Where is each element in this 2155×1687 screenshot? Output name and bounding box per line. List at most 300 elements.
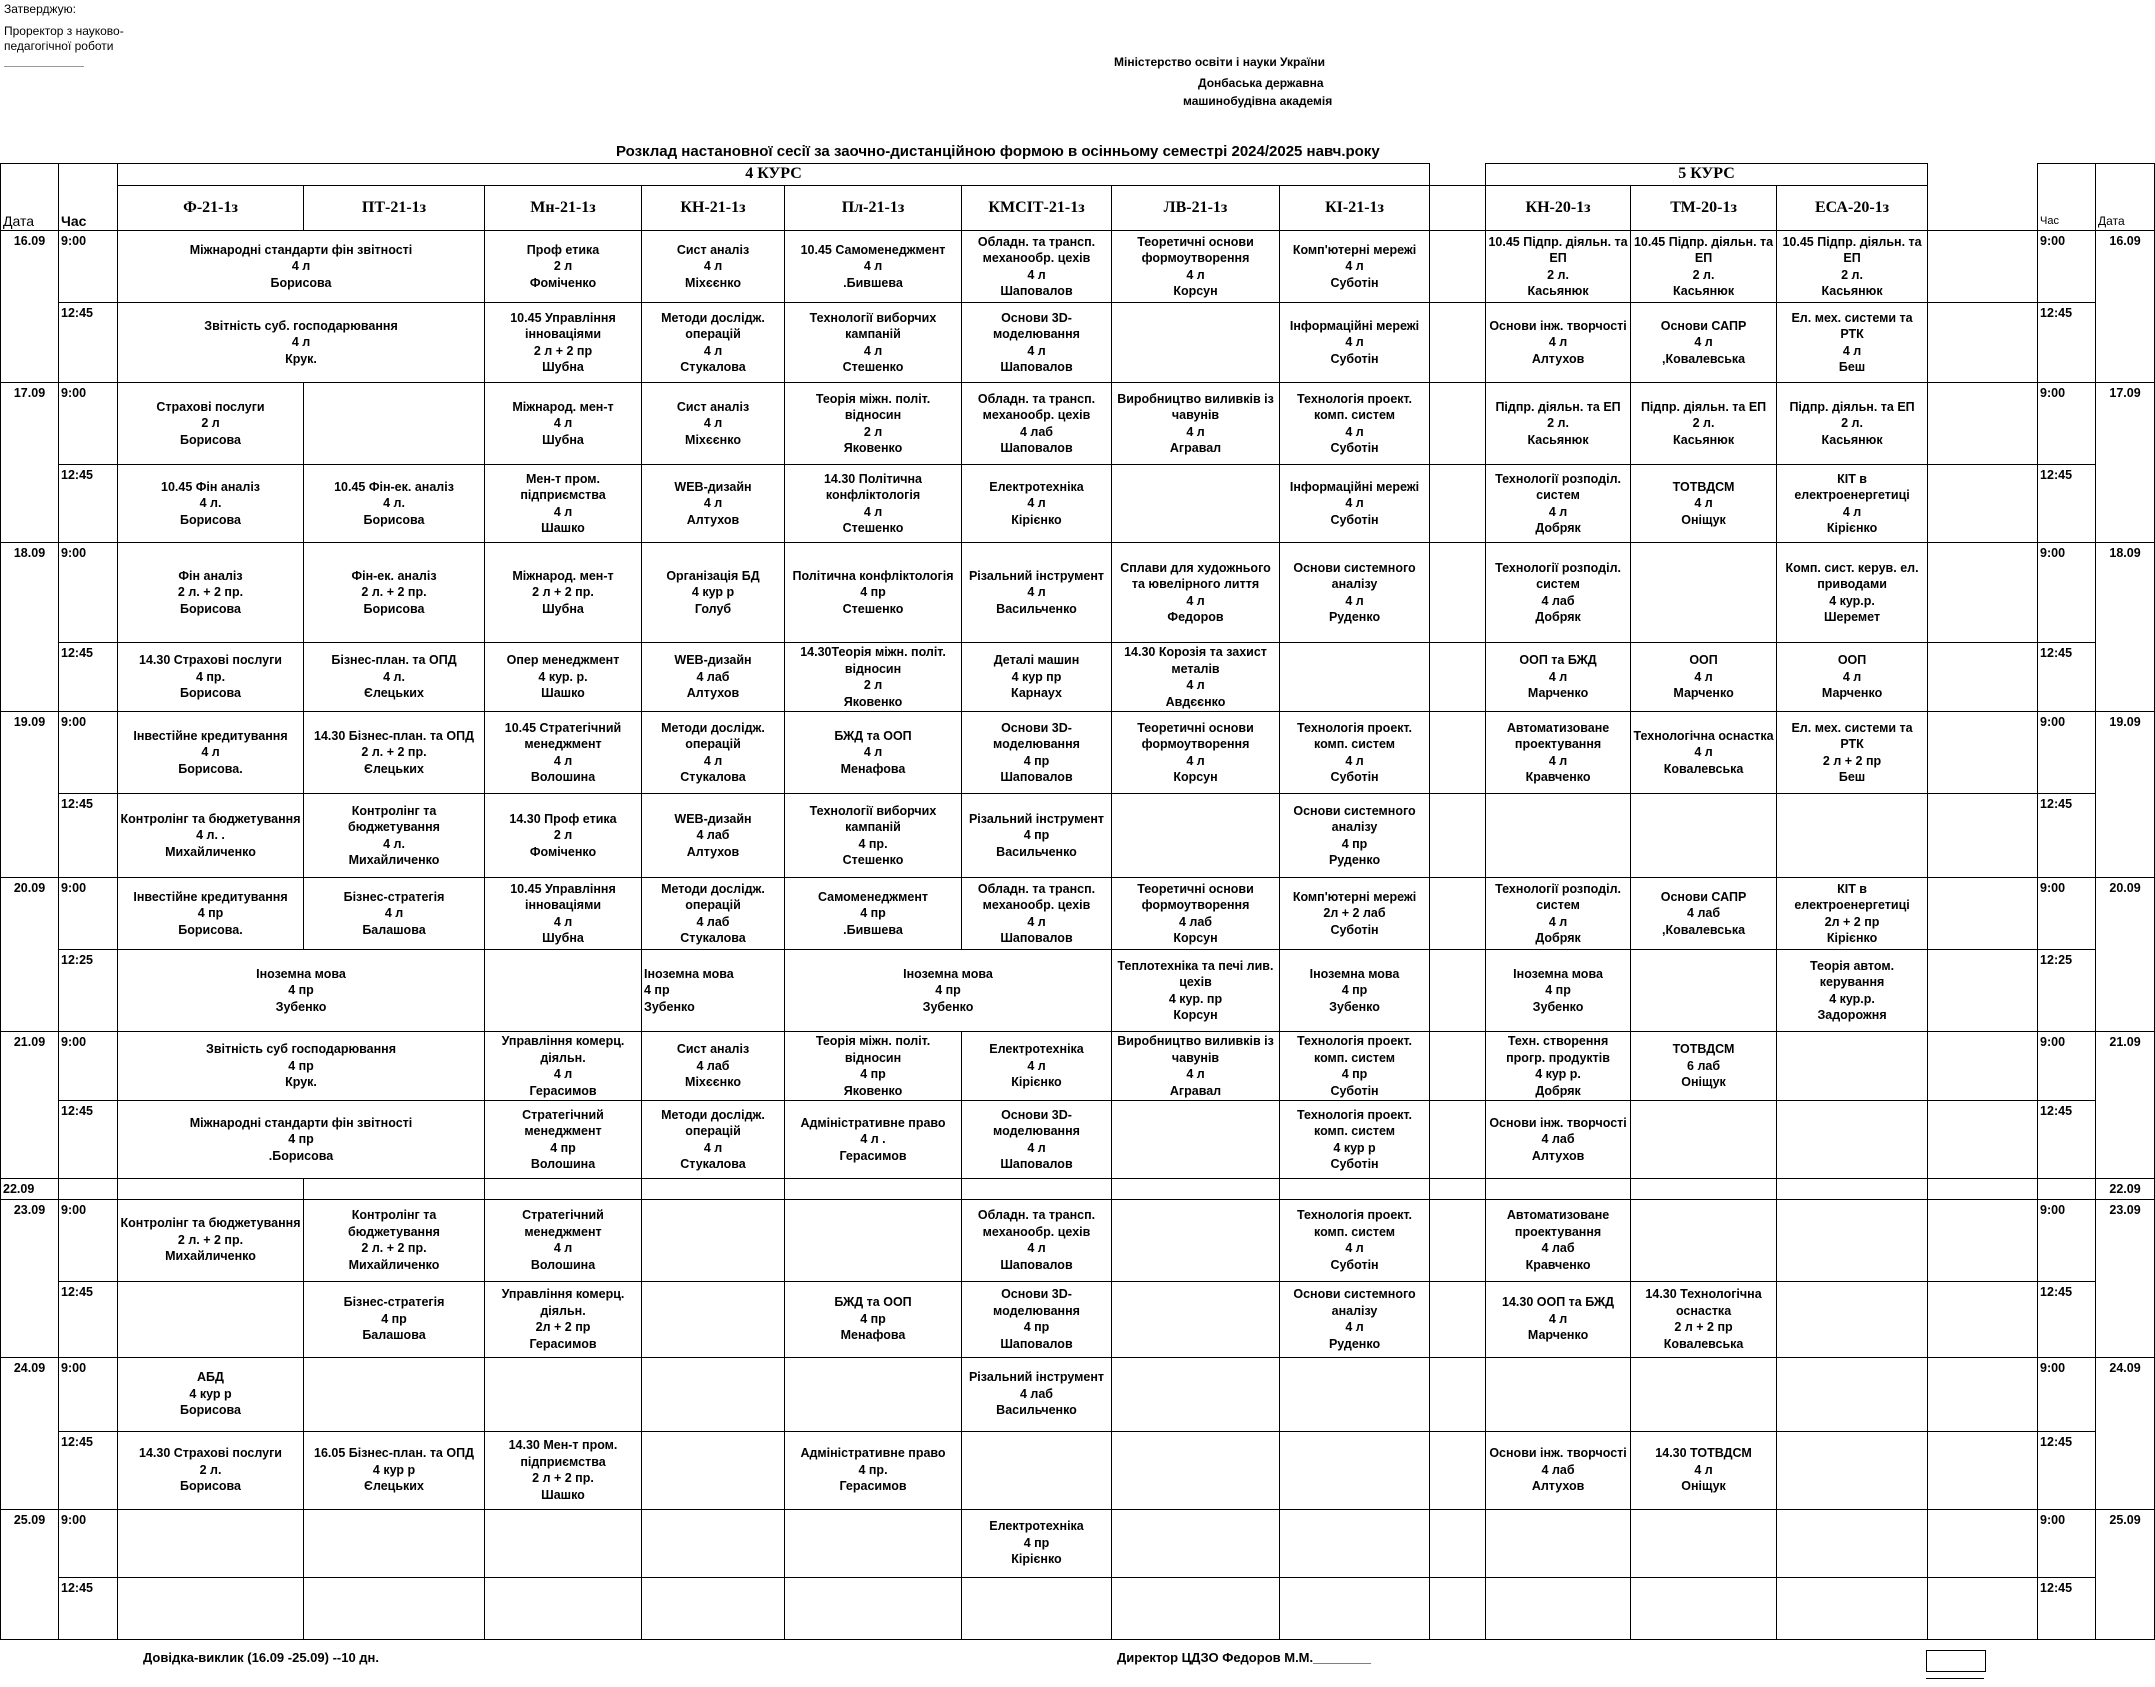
empty-cell [1928,383,2038,465]
group-header: Ф-21-1з [118,186,304,231]
lesson-cell: Різальний інструмент 4 лаб Васильченко [962,1357,1112,1431]
course-gap-right [1928,164,2038,186]
time-cell: 12:45 [59,303,118,383]
approve-label: Затверджую: [4,2,76,16]
lesson-cell: Фін-ек. аналіз 2 л. + 2 пр. Борисова [304,543,485,643]
empty-cell [1928,1199,2038,1281]
lesson-cell: Техн. створення прогр. продуктів 4 кур р. Добряк [1486,1032,1631,1101]
time-cell-right: 12:45 [2038,1281,2096,1357]
empty-cell [1928,465,2038,543]
lesson-cell: ООП та БЖД 4 л Марченко [1486,643,1631,712]
lesson-cell: Виробництво виливків із чавунів 4 л Агравал [1112,1032,1280,1101]
lesson-cell: 10.45 Підпр. діяльн. та ЕП 2 л. Касьянюк [1777,231,1928,303]
date-cell-right: 20.09 [2096,878,2155,1032]
group-header: КМСІТ-21-1з [962,186,1112,231]
lesson-cell: Обладн. та трансп. механообр. цехів 4 л Шаповалов [962,231,1112,303]
empty-cell [1430,1577,1486,1639]
empty-cell [1112,1577,1280,1639]
lesson-cell: Сист аналіз 4 лаб Міхєєнко [642,1032,785,1101]
date-cell: 19.09 [1,712,59,878]
empty-cell [1112,465,1280,543]
lesson-cell: Теорія автом. керування 4 кур.р. Задорожня [1777,950,1928,1032]
time-cell-right: 9:00 [2038,1509,2096,1577]
empty-cell [1430,878,1486,950]
lesson-cell: Бізнес-стратегія 4 пр Балашова [304,1281,485,1357]
group-header: КН-20-1з [1486,186,1631,231]
time-cell: 9:00 [59,231,118,303]
empty-cell [1112,1357,1280,1431]
table-row [1,1281,2155,1357]
lesson-cell: Електротехніка 4 пр Кірієнко [962,1509,1112,1577]
director-signature: Директор ЦДЗО Федоров М.М.________ [1117,1650,1371,1665]
empty-cell [1928,1179,2038,1200]
date-cell: 23.09 [1,1199,59,1357]
lesson-cell: Підпр. діяльн. та ЕП 2 л. Касьянюк [1631,383,1777,465]
schedule-table [0,163,2155,1640]
empty-cell [1928,1281,2038,1357]
lesson-cell: Іноземна мова 4 пр Зубенко [1486,950,1631,1032]
table-row [1,1199,2155,1281]
time-cell: 9:00 [59,1509,118,1577]
lesson-cell: Сист аналіз 4 л Міхєєнко [642,231,785,303]
lesson-cell: ТОТВДСМ 4 л Оніщук [1631,465,1777,543]
empty-cell [304,383,485,465]
time-cell-right: 9:00 [2038,383,2096,465]
lesson-cell: 14.30 Мен-т пром. підприємства 2 л + 2 пр. Шашко [485,1431,642,1509]
empty-cell [1928,1509,2038,1577]
time-cell-right: 12:45 [2038,1577,2096,1639]
empty-cell [1112,1101,1280,1179]
empty-cell [1928,794,2038,878]
lesson-cell: Теорія міжн. політ. відносин 4 пр Яковенко [785,1032,962,1101]
academy-name-line2: машинобудівна академія [1183,94,1333,108]
lesson-cell: Обладн. та трансп. механообр. цехів 4 лаб Шаповалов [962,383,1112,465]
empty-cell [1280,1357,1430,1431]
time-cell: 9:00 [59,383,118,465]
lesson-cell: 10.45 Фін-ек. аналіз 4 л. Борисова [304,465,485,543]
empty-cell [1928,712,2038,794]
lesson-cell: 14.30 Страхові послуги 2 л. Борисова [118,1431,304,1509]
group-header-gap [1430,186,1486,231]
lesson-cell: Теоретичні основи формоутворення 4 лаб Корсун [1112,878,1280,950]
empty-cell [1777,1199,1928,1281]
time-cell-right: 12:45 [2038,465,2096,543]
lesson-cell: Контролінг та бюджетування 2 л. + 2 пр. Михайличенко [118,1199,304,1281]
date-cell-right: 18.09 [2096,543,2155,712]
lesson-cell: Теоретичні основи формоутворення 4 л Корсун [1112,712,1280,794]
empty-cell [642,1179,785,1200]
date-cell-right: 16.09 [2096,231,2155,383]
course-gap [1430,164,1486,186]
group-header: КІ-21-1з [1280,186,1430,231]
lesson-cell: Іноземна мова 4 пр Зубенко [642,950,785,1032]
lesson-cell: Адміністративне право 4 пр. Герасимов [785,1431,962,1509]
lesson-cell: Методи дослідж. операцій 4 л Стукалова [642,1101,785,1179]
lesson-cell: Обладн. та трансп. механообр. цехів 4 л Шаповалов [962,1199,1112,1281]
empty-cell [1112,1509,1280,1577]
empty-cell [1777,1431,1928,1509]
empty-cell [118,1577,304,1639]
date-cell: 21.09 [1,1032,59,1179]
empty-cell [485,950,642,1032]
lesson-cell: Методи дослідж. операцій 4 лаб Стукалова [642,878,785,950]
empty-cell [1928,1032,2038,1101]
empty-cell [1430,712,1486,794]
empty-cell [1486,1577,1631,1639]
empty-cell [642,1509,785,1577]
lesson-cell: Автоматизоване проектування 4 лаб Кравченко [1486,1199,1631,1281]
date-cell-right: 23.09 [2096,1199,2155,1357]
lesson-cell: Бізнес-стратегія 4 л Балашова [304,878,485,950]
lesson-cell: 14.30 Бізнес-план. та ОПД 2 л. + 2 пр. Єлецьких [304,712,485,794]
empty-cell [1631,950,1777,1032]
lesson-cell: Управління комерц. діяльн. 2л + 2 пр Герасимов [485,1281,642,1357]
empty-cell [1280,643,1430,712]
empty-cell [1631,1179,1777,1200]
time-cell-right: 12:45 [2038,1101,2096,1179]
empty-cell [1430,1357,1486,1431]
academy-name-line1: Донбаська державна [1198,76,1324,90]
empty-cell [1486,1357,1631,1431]
table-row [1,231,2155,303]
table-row [1,1431,2155,1509]
table-row [1,794,2155,878]
table-row [1,303,2155,383]
time-cell-right: 12:25 [2038,950,2096,1032]
lesson-cell: Управління комерц. діяльн. 4 л Герасимов [485,1032,642,1101]
empty-cell [1486,1179,1631,1200]
col-time-header: Час [59,186,118,231]
lesson-cell: Адміністративне право 4 л . Герасимов [785,1101,962,1179]
empty-cell [1280,1509,1430,1577]
time-cell: 12:25 [59,950,118,1032]
lesson-cell: Основи інж. творчості 4 л Алтухов [1486,303,1631,383]
lesson-cell: 14.30 Страхові послуги 4 пр. Борисова [118,643,304,712]
empty-cell [485,1179,642,1200]
empty-cell [1430,1179,1486,1200]
time-cell: 12:45 [59,1577,118,1639]
lesson-cell: Сплави для художнього та ювелірного лиття 4 л Федоров [1112,543,1280,643]
table-row [1,712,2155,794]
lesson-cell: 14.30 Технологічна оснастка 2 л + 2 пр Ковалевська [1631,1281,1777,1357]
lesson-cell: 14.30 Проф етика 2 л Фоміченко [485,794,642,878]
ministry-label: Міністерство освіти і науки України [1114,55,1326,69]
lesson-cell: 10.45 Фін аналіз 4 л. Борисова [118,465,304,543]
empty-cell [118,1509,304,1577]
time-cell: 12:45 [59,1431,118,1509]
empty-cell [1928,950,2038,1032]
table-row [1,878,2155,950]
lesson-cell: 10.45 Підпр. діяльн. та ЕП 2 л. Касьянюк [1631,231,1777,303]
lesson-cell: 10.45 Стратегічний менеджмент 4 л Волошина [485,712,642,794]
lesson-cell: Технології розподіл. систем 4 л Добряк [1486,878,1631,950]
lesson-cell: Електротехніка 4 л Кірієнко [962,465,1112,543]
group-header: ЛВ-21-1з [1112,186,1280,231]
lesson-cell: Методи дослідж. операцій 4 л Стукалова [642,303,785,383]
lesson-cell: Інформаційні мережі 4 л Суботін [1280,303,1430,383]
lesson-cell: Виробництво виливків із чавунів 4 л Агравал [1112,383,1280,465]
table-row [1,1357,2155,1431]
time-cell-right: 12:45 [2038,794,2096,878]
lesson-cell: КІТ в електроенергетиці 2л + 2 пр Кірієнко [1777,878,1928,950]
reference-note: Довідка-виклик (16.09 -25.09) --10 дн. [143,1650,380,1665]
lesson-cell: Опер менеджмент 4 кур. р. Шашко [485,643,642,712]
empty-cell [1112,1281,1280,1357]
date-cell: 20.09 [1,878,59,1032]
date-cell-right: 17.09 [2096,383,2155,543]
time-cell-right: 9:00 [2038,1032,2096,1101]
empty-cell [1631,1577,1777,1639]
time-cell: 9:00 [59,1357,118,1431]
lesson-cell: Різальний інструмент 4 пр Васильченко [962,794,1112,878]
empty-cell [485,1509,642,1577]
empty-cell [1112,303,1280,383]
time-cell-right: 9:00 [2038,543,2096,643]
date-cell: 16.09 [1,231,59,383]
empty-cell [1430,1101,1486,1179]
date-cell-right: 22.09 [2096,1179,2155,1200]
lesson-cell: Технології виборчих кампаній 4 пр. Стешенко [785,794,962,878]
lesson-cell: 14.30 ООП та БЖД 4 л Марченко [1486,1281,1631,1357]
lesson-cell: ООП 4 л Марченко [1777,643,1928,712]
group-header: ПТ-21-1з [304,186,485,231]
date-cell: 22.09 [1,1179,59,1200]
lesson-cell: Технології виборчих кампаній 4 л Стешенко [785,303,962,383]
empty-cell [1112,1199,1280,1281]
group-header: КН-21-1з [642,186,785,231]
date-cell: 18.09 [1,543,59,712]
empty-cell [1631,1101,1777,1179]
lesson-cell: Технологія проект. комп. систем 4 л Суботін [1280,712,1430,794]
empty-cell [1928,543,2038,643]
lesson-cell: Організація БД 4 кур р Голуб [642,543,785,643]
time-cell: 9:00 [59,1032,118,1101]
lesson-cell: Звітність суб. господарювання 4 л Крук. [118,303,485,383]
group-header: ТМ-20-1з [1631,186,1777,231]
lesson-cell: Основи системного аналізу 4 л Руденко [1280,543,1430,643]
lesson-cell: Мен-т пром. підприємства 4 л Шашко [485,465,642,543]
lesson-cell: 10.45 Підпр. діяльн. та ЕП 2 л. Касьянюк [1486,231,1631,303]
empty-cell [118,1179,304,1200]
course-4-header: 4 КУРС [118,164,1430,186]
lesson-cell: Страхові послуги 2 л Борисова [118,383,304,465]
empty-cell [642,1357,785,1431]
lesson-cell: Обладн. та трансп. механообр. цехів 4 л Шаповалов [962,878,1112,950]
corner-right [2096,164,2155,186]
lesson-cell: Інформаційні мережі 4 л Суботін [1280,465,1430,543]
lesson-cell: Міжнародні стандарти фін звітності 4 пр .Борисова [118,1101,485,1179]
empty-cell [59,1179,118,1200]
lesson-cell: Контролінг та бюджетування 4 л. Михайличенко [304,794,485,878]
time-cell-right: 9:00 [2038,878,2096,950]
empty-cell [1928,1357,2038,1431]
empty-cell [785,1357,962,1431]
lesson-cell: Стратегічний менеджмент 4 пр Волошина [485,1101,642,1179]
empty-cell [1430,465,1486,543]
empty-cell [785,1509,962,1577]
date-cell: 17.09 [1,383,59,543]
lesson-cell: Основи системного аналізу 4 л Руденко [1280,1281,1430,1357]
lesson-cell: Звітність суб господарювання 4 пр Крук. [118,1032,485,1101]
empty-cell [1280,1179,1430,1200]
lesson-cell: Електротехніка 4 л Кірієнко [962,1032,1112,1101]
empty-cell [1631,794,1777,878]
date-cell-right: 24.09 [2096,1357,2155,1509]
group-header: ЕСА-20-1з [1777,186,1928,231]
lesson-cell: Ел. мех. системи та РТК 4 л Беш [1777,303,1928,383]
lesson-cell: 14.30Теорія міжн. політ. відносин 2 л Яковенко [785,643,962,712]
lesson-cell: Теплотехніка та печі лив. цехів 4 кур. пр Корсун [1112,950,1280,1032]
lesson-cell: Бізнес-план. та ОПД 4 л. Єлецьких [304,643,485,712]
empty-cell [304,1179,485,1200]
empty-cell [1112,1431,1280,1509]
empty-cell [1430,1281,1486,1357]
lesson-cell: Технологія проект. комп. систем 4 л Суботін [1280,1199,1430,1281]
lesson-cell: Технологія проект. комп. систем 4 кур р Суботін [1280,1101,1430,1179]
table-row [1,1032,2155,1101]
schedule-title: Розклад настановної сесії за заочно-дистанційною формою в осінньому семестрі 2024/2025 навч.року [616,143,1380,160]
empty-cell [1928,878,2038,950]
empty-cell [1430,383,1486,465]
lesson-cell: Технології розподіл. систем 4 лаб Добряк [1486,543,1631,643]
time-cell: 12:45 [59,465,118,543]
lesson-cell: Підпр. діяльн. та ЕП 2 л. Касьянюк [1486,383,1631,465]
corner-left-time [59,164,118,186]
empty-cell [1928,1431,2038,1509]
bottom-cell [1926,1650,1986,1672]
empty-cell [1928,303,2038,383]
empty-cell [1430,1509,1486,1577]
corner-right-time [2038,164,2096,186]
lesson-cell: Технологія проект. комп. систем 4 л Суботін [1280,383,1430,465]
empty-cell [1430,643,1486,712]
empty-cell [1430,231,1486,303]
lesson-cell: Основи САПР 4 лаб ,Ковалевська [1631,878,1777,950]
lesson-cell: Іноземна мова 4 пр Зубенко [1280,950,1430,1032]
empty-cell [962,1577,1112,1639]
group-header-gap-right [1928,186,2038,231]
time-cell-right: 9:00 [2038,712,2096,794]
empty-cell [962,1431,1112,1509]
table-row [1,643,2155,712]
empty-cell [1112,1179,1280,1200]
time-cell: 12:45 [59,1281,118,1357]
empty-cell [642,1281,785,1357]
empty-cell [1430,794,1486,878]
time-cell-right: 12:45 [2038,643,2096,712]
time-cell-right: 12:45 [2038,1431,2096,1509]
empty-cell [304,1357,485,1431]
empty-cell [485,1577,642,1639]
bottom-line [1926,1678,1984,1679]
table-row [1,465,2155,543]
table-row [1,1101,2155,1179]
empty-cell [1777,1577,1928,1639]
lesson-cell: Контролінг та бюджетування 4 л. . Михайличенко [118,794,304,878]
empty-cell [1486,1509,1631,1577]
time-cell: 9:00 [59,1199,118,1281]
lesson-cell: Технологія проект. комп. систем 4 пр Суботін [1280,1032,1430,1101]
lesson-cell: Інвестійне кредитування 4 л Борисова. [118,712,304,794]
empty-cell [1430,1199,1486,1281]
group-header: Мн-21-1з [485,186,642,231]
table-row [1,1577,2155,1639]
lesson-cell: КІТ в електроенергетиці 4 л Кірієнко [1777,465,1928,543]
lesson-cell: Міжнарод. мен-т 2 л + 2 пр. Шубна [485,543,642,643]
lesson-cell: Методи дослідж. операцій 4 л Стукалова [642,712,785,794]
lesson-cell: Іноземна мова 4 пр Зубенко [118,950,485,1032]
lesson-cell: Основи 3D-моделювання 4 л Шаповалов [962,303,1112,383]
time-cell: 9:00 [59,878,118,950]
lesson-cell: WEB-дизайн 4 лаб Алтухов [642,794,785,878]
lesson-cell: Інвестійне кредитування 4 пр Борисова. [118,878,304,950]
lesson-cell: Проф етика 2 л Фоміченко [485,231,642,303]
empty-cell [1112,794,1280,878]
corner-left [1,164,59,186]
empty-cell [1777,1101,1928,1179]
table-row [1,383,2155,465]
lesson-cell: Комп'ютерні мережі 2л + 2 лаб Суботін [1280,878,1430,950]
empty-cell [1777,1509,1928,1577]
empty-cell [1777,1357,1928,1431]
lesson-cell: ООП 4 л Марченко [1631,643,1777,712]
lesson-cell: 14.30 Корозія та захист металів 4 л Авдєєнко [1112,643,1280,712]
lesson-cell: 10.45 Управління інноваціями 2 л + 2 пр Шубна [485,303,642,383]
time-cell: 9:00 [59,543,118,643]
prorector-label: Проректор з науково-педагогічної роботи [4,24,124,53]
group-header: Пл-21-1з [785,186,962,231]
time-cell-right: 9:00 [2038,1199,2096,1281]
empty-cell [1430,543,1486,643]
empty-cell [642,1199,785,1281]
empty-cell [785,1199,962,1281]
time-cell: 12:45 [59,794,118,878]
lesson-cell: Основи 3D-моделювання 4 пр Шаповалов [962,1281,1112,1357]
date-cell: 25.09 [1,1509,59,1639]
time-cell: 9:00 [59,712,118,794]
lesson-cell: Теорія міжн. політ. відносин 2 л Яковенко [785,383,962,465]
lesson-cell: Технологічна оснастка 4 л Ковалевська [1631,712,1777,794]
empty-cell [1928,1577,2038,1639]
empty-cell [962,1179,1112,1200]
empty-cell [785,1179,962,1200]
lesson-cell: 16.05 Бізнес-план. та ОПД 4 кур р Єлецьких [304,1431,485,1509]
empty-cell [118,1281,304,1357]
empty-cell [642,1577,785,1639]
lesson-cell: Автоматизоване проектування 4 л Кравченко [1486,712,1631,794]
col-time-header-right: Час [2038,186,2096,231]
empty-cell [1430,303,1486,383]
empty-cell [304,1577,485,1639]
empty-cell [1486,794,1631,878]
empty-cell [1928,643,2038,712]
empty-cell [1430,1431,1486,1509]
signature-line [4,66,84,67]
lesson-cell: ТОТВДСМ 6 лаб Оніщук [1631,1032,1777,1101]
lesson-cell: Основи системного аналізу 4 пр Руденко [1280,794,1430,878]
lesson-cell: Підпр. діяльн. та ЕП 2 л. Касьянюк [1777,383,1928,465]
lesson-cell: Теоретичні основи формоутворення 4 л Корсун [1112,231,1280,303]
lesson-cell: Основи САПР 4 л ,Ковалевська [1631,303,1777,383]
lesson-cell: Різальний інструмент 4 л Васильченко [962,543,1112,643]
schedule-body [1,231,2155,1640]
lesson-cell: Міжнародні стандарти фін звітності 4 л Борисова [118,231,485,303]
empty-cell [642,1431,785,1509]
empty-cell [1777,1179,1928,1200]
date-cell-right: 25.09 [2096,1509,2155,1639]
lesson-cell: Самоменеджмент 4 пр .Бившева [785,878,962,950]
time-cell-right: 9:00 [2038,231,2096,303]
